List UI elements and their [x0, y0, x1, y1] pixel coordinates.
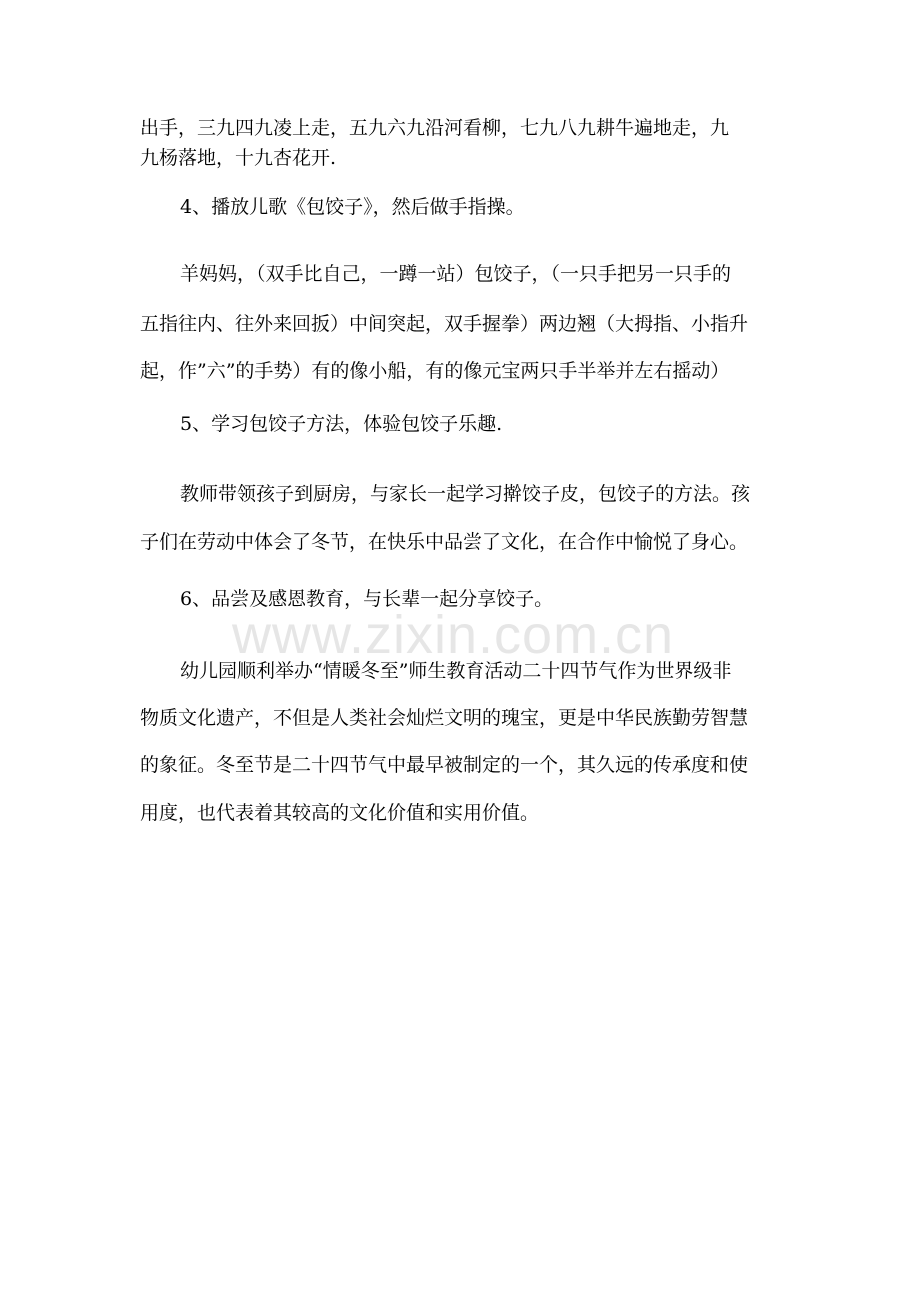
text-line: 起，作”六”的手势）有的像小船，有的像元宝两只手半举并左右摇动） [140, 360, 730, 382]
text-line: 的象征。冬至节是二十四节气中最早被制定的一个，其久远的传承度和使 [140, 754, 749, 776]
text-line: 出手，三九四九凌上走，五九六九沿河看柳，七九八九耕牛遍地走，九 [140, 117, 730, 139]
section-heading: 6、品尝及感恩教育，与长辈一起分享饺子。 [180, 588, 554, 610]
text-line: 物质文化遗产，不但是人类社会灿烂文明的瑰宝，更是中华民族勤劳智慧 [140, 707, 749, 729]
section-heading: 4、播放儿歌《包饺子》，然后做手指操。 [180, 196, 525, 218]
watermark: www.zixin.com.cn [232, 605, 675, 665]
text-line: 五指往内、往外来回扳）中间突起，双手握拳）两边翘（大拇指、小指升 [140, 313, 749, 335]
text-line: 教师带领孩子到厨房，与家长一起学习擀饺子皮，包饺子的方法。孩 [180, 483, 751, 505]
text-line: 九杨落地，十九杏花开. [140, 147, 337, 169]
text-line: 子们在劳动中体会了冬节，在快乐中品尝了文化，在合作中愉悦了身心。 [140, 531, 749, 553]
text-line: 羊妈妈，（双手比自己，一蹲一站）包饺子，（一只手把另一只手的 [180, 263, 732, 285]
text-line: 用度，也代表着其较高的文化价值和实用价值。 [140, 802, 540, 824]
text-line: 幼儿园顺利举办“情暖冬至”师生教育活动二十四节气作为世界级非 [180, 660, 732, 682]
section-heading: 5、学习包饺子方法，体验包饺子乐趣. [180, 413, 503, 435]
